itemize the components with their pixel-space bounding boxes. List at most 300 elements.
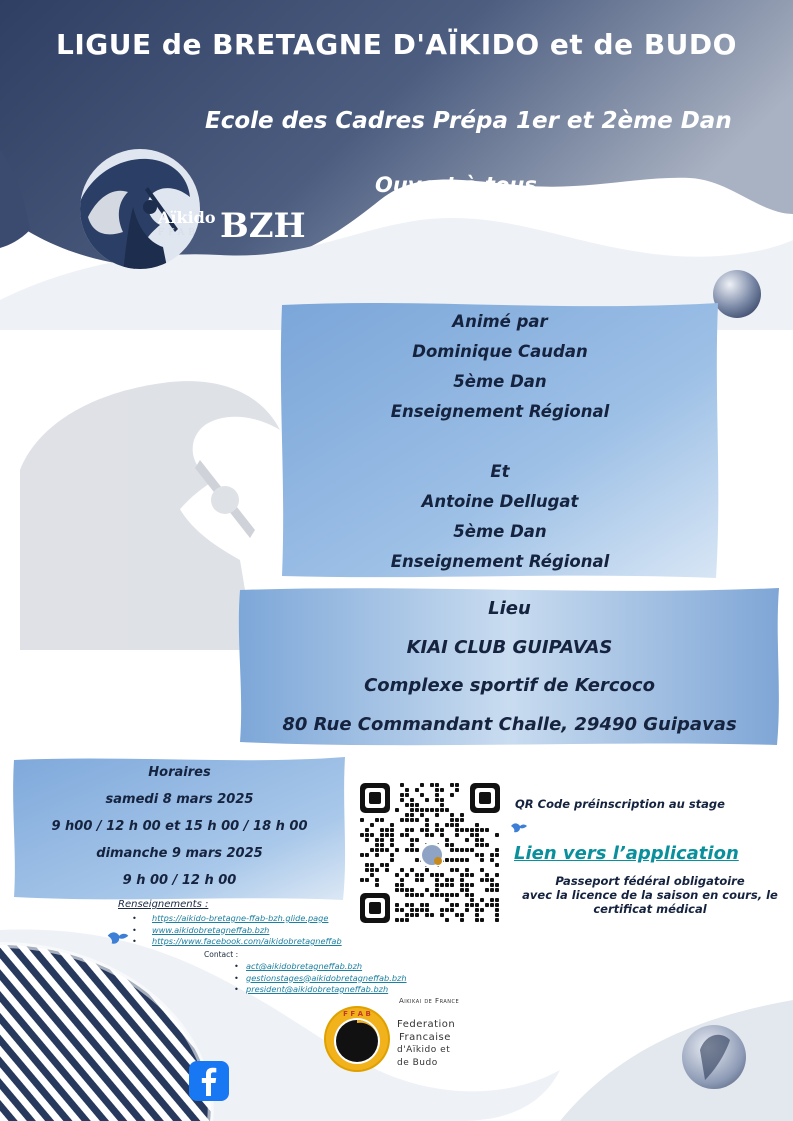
qr-module <box>420 793 424 797</box>
qr-module <box>360 853 364 857</box>
qr-module <box>405 888 409 892</box>
qr-module <box>380 833 384 837</box>
qr-module <box>400 888 404 892</box>
qr-module <box>395 903 399 907</box>
qr-module <box>385 863 389 867</box>
qr-module <box>460 878 464 882</box>
qr-module <box>400 818 404 822</box>
qr-module <box>495 863 499 867</box>
qr-module <box>385 833 389 837</box>
qr-module <box>415 908 419 912</box>
facebook-link[interactable]: https://www.facebook.com/aikidobretagneffab <box>152 936 342 946</box>
email-link[interactable]: president@aikidobretagneffab.bzh <box>246 984 389 994</box>
qr-module <box>450 843 454 847</box>
qr-module <box>430 873 434 877</box>
qr-module <box>395 848 399 852</box>
qr-module <box>425 798 429 802</box>
schedule-day1: samedi 8 mars 2025 <box>105 792 254 807</box>
qr-module <box>405 788 409 792</box>
qr-module <box>495 888 499 892</box>
qr-module <box>425 833 429 837</box>
qr-module <box>420 893 424 897</box>
qr-module <box>490 898 494 902</box>
qr-module <box>420 873 424 877</box>
qr-module <box>490 853 494 857</box>
qr-module <box>455 828 459 832</box>
qr-module <box>475 833 479 837</box>
logo-ffab-text: FFAB <box>158 228 199 238</box>
qr-module <box>440 833 444 837</box>
qr-module <box>480 853 484 857</box>
federation-line4: de Budo <box>397 1057 438 1068</box>
qr-module <box>475 908 479 912</box>
qr-module <box>420 813 424 817</box>
qr-module <box>395 883 399 887</box>
qr-module <box>385 848 389 852</box>
qr-module <box>415 838 419 842</box>
info-title: Renseignements : <box>118 899 209 910</box>
qr-module <box>445 843 449 847</box>
qr-module <box>495 903 499 907</box>
list-item <box>152 913 342 925</box>
page-title: LIGUE de BRETAGNE D'AÏKIDO et de BUDO <box>56 28 737 61</box>
qr-module <box>415 913 419 917</box>
qr-module <box>420 903 424 907</box>
federation-line3a: d'Aïkido <box>397 1045 437 1055</box>
qr-module <box>435 783 439 787</box>
qr-module <box>405 913 409 917</box>
qr-module <box>475 903 479 907</box>
qr-module <box>455 783 459 787</box>
qr-module <box>470 883 474 887</box>
qr-module <box>375 883 379 887</box>
qr-module <box>475 853 479 857</box>
schedule-day2-hours: 9 h 00 / 12 h 00 <box>122 873 237 888</box>
qr-module <box>430 893 434 897</box>
qr-module <box>435 828 439 832</box>
qr-module <box>420 828 424 832</box>
qr-module <box>415 893 419 897</box>
qr-module <box>470 833 474 837</box>
qr-module <box>370 833 374 837</box>
qr-module <box>410 838 414 842</box>
qr-module <box>380 828 384 832</box>
animators-lines <box>282 307 718 577</box>
qr-module <box>365 863 369 867</box>
qr-module <box>450 883 454 887</box>
qr-module <box>415 803 419 807</box>
qr-module <box>480 868 484 872</box>
qr-module <box>485 888 489 892</box>
qr-module <box>435 893 439 897</box>
qr-module <box>410 803 414 807</box>
qr-module <box>375 868 379 872</box>
qr-module <box>445 808 449 812</box>
website-link[interactable]: https://aikido-bretagne-ffab-bzh.glide.page <box>152 913 329 923</box>
qr-module <box>435 798 439 802</box>
qr-module <box>465 868 469 872</box>
schedule-lines <box>14 759 345 894</box>
qr-module <box>475 843 479 847</box>
qr-module <box>405 828 409 832</box>
qr-module <box>410 813 414 817</box>
qr-module <box>460 848 464 852</box>
qr-module <box>465 888 469 892</box>
federation-line2: Francaise <box>399 1031 451 1043</box>
qr-module <box>375 853 379 857</box>
schedule-day1-hours: 9 h00 / 12 h 00 et 15 h 00 / 18 h 00 <box>51 819 308 834</box>
qr-module <box>395 873 399 877</box>
qr-module <box>485 873 489 877</box>
qr-module <box>405 873 409 877</box>
qr-module <box>460 813 464 817</box>
qr-module <box>390 833 394 837</box>
qr-module <box>390 828 394 832</box>
aikikai-label: Aikikai de France <box>399 997 460 1005</box>
qr-module <box>495 848 499 852</box>
qr-module <box>395 918 399 922</box>
federation-line3b: et <box>440 1045 451 1055</box>
qr-module <box>470 873 474 877</box>
qr-module <box>450 823 454 827</box>
qr-module <box>390 858 394 862</box>
qr-module <box>450 878 454 882</box>
qr-module <box>405 893 409 897</box>
qr-module <box>435 808 439 812</box>
qr-module <box>490 878 494 882</box>
qr-module <box>455 858 459 862</box>
qr-module <box>430 913 434 917</box>
qr-module <box>410 903 414 907</box>
animators-line: Et <box>490 462 510 481</box>
list-item <box>246 973 407 985</box>
animators-line: Enseignement Régional <box>390 402 610 421</box>
qr-module <box>380 843 384 847</box>
qr-module <box>410 818 414 822</box>
qr-module <box>495 918 499 922</box>
passport-line1: Passeport fédéral obligatoire <box>555 874 745 888</box>
qr-module <box>480 858 484 862</box>
application-link[interactable]: Lien vers l’application <box>514 843 739 864</box>
animators-line: Dominique Caudan <box>412 342 588 361</box>
qr-module <box>450 908 454 912</box>
qr-module <box>485 903 489 907</box>
venue-club: KIAI CLUB GUIPAVAS <box>406 636 613 658</box>
animators-line: 5ème Dan <box>453 372 547 391</box>
qr-module <box>475 823 479 827</box>
qr-module <box>450 813 454 817</box>
qr-module <box>360 878 364 882</box>
venue-address: 80 Rue Commandant Challe, 29490 Guipavas <box>282 713 737 735</box>
qr-module <box>415 878 419 882</box>
qr-module <box>440 913 444 917</box>
qr-module <box>465 903 469 907</box>
qr-module <box>470 893 474 897</box>
qr-module <box>405 918 409 922</box>
qr-module <box>375 838 379 842</box>
qr-module <box>450 818 454 822</box>
qr-module <box>435 888 439 892</box>
qr-module <box>395 808 399 812</box>
qr-module <box>495 898 499 902</box>
qr-module <box>450 783 454 787</box>
qr-module <box>465 848 469 852</box>
facebook-icon[interactable] <box>189 1061 229 1101</box>
qr-module <box>365 828 369 832</box>
qr-module <box>410 848 414 852</box>
qr-module <box>450 848 454 852</box>
qr-module <box>410 798 414 802</box>
qr-module <box>455 893 459 897</box>
qr-module <box>445 858 449 862</box>
qr-module <box>445 908 449 912</box>
qr-module <box>470 848 474 852</box>
qr-module <box>435 878 439 882</box>
qr-module <box>420 783 424 787</box>
bird-icon <box>106 928 130 946</box>
qr-module <box>435 793 439 797</box>
qr-module <box>385 868 389 872</box>
qr-module <box>460 828 464 832</box>
qr-module <box>435 813 439 817</box>
qr-module <box>400 908 404 912</box>
qr-module <box>455 823 459 827</box>
qr-module <box>460 888 464 892</box>
qr-module <box>450 868 454 872</box>
qr-module <box>425 808 429 812</box>
website-link[interactable]: www.aikidobretagneffab.bzh <box>152 924 270 935</box>
qr-module <box>435 873 439 877</box>
qr-module <box>415 848 419 852</box>
qr-module <box>490 858 494 862</box>
qr-module <box>480 918 484 922</box>
qr-module <box>415 788 419 792</box>
qr-module <box>425 823 429 827</box>
qr-module <box>495 913 499 917</box>
passport-notice <box>510 874 790 916</box>
qr-module <box>480 828 484 832</box>
qr-module <box>425 903 429 907</box>
qr-module <box>495 873 499 877</box>
qr-module <box>405 813 409 817</box>
qr-module <box>440 893 444 897</box>
qr-module <box>445 878 449 882</box>
qr-module <box>410 913 414 917</box>
qr-module <box>410 893 414 897</box>
qr-module <box>465 908 469 912</box>
qr-module <box>445 898 449 902</box>
qr-module <box>490 888 494 892</box>
qr-module <box>480 898 484 902</box>
contact-label: Contact : <box>204 950 239 959</box>
email-link[interactable]: gestionstages@aikidobretagneffab.bzh <box>246 972 407 983</box>
qr-module <box>385 828 389 832</box>
qr-module <box>450 858 454 862</box>
animators-line <box>282 427 718 457</box>
qr-module <box>370 848 374 852</box>
qr-module <box>460 858 464 862</box>
qr-module <box>410 908 414 912</box>
qr-module <box>400 798 404 802</box>
qr-module <box>480 838 484 842</box>
qr-module <box>465 858 469 862</box>
qr-module <box>470 898 474 902</box>
qr-module <box>440 873 444 877</box>
qr-module <box>465 838 469 842</box>
qr-module <box>400 918 404 922</box>
qr-module <box>395 888 399 892</box>
qr-module <box>405 818 409 822</box>
qr-module <box>380 838 384 842</box>
qr-module <box>415 858 419 862</box>
qr-module <box>370 873 374 877</box>
qr-module <box>470 903 474 907</box>
qr-module <box>460 883 464 887</box>
qr-module <box>405 803 409 807</box>
qr-module <box>440 798 444 802</box>
qr-module <box>375 818 379 822</box>
qr-module <box>425 908 429 912</box>
qr-module <box>465 828 469 832</box>
qr-module <box>405 848 409 852</box>
qr-module <box>410 843 414 847</box>
qr-module <box>390 843 394 847</box>
qr-module <box>425 828 429 832</box>
qr-module <box>395 908 399 912</box>
qr-module <box>390 823 394 827</box>
animators-line: Enseignement Régional <box>390 552 610 571</box>
qr-module <box>425 913 429 917</box>
qr-module <box>415 808 419 812</box>
qr-module <box>495 908 499 912</box>
federation-line3 <box>397 1044 455 1057</box>
qr-module <box>430 783 434 787</box>
qr-module <box>465 893 469 897</box>
qr-module <box>440 883 444 887</box>
qr-module <box>485 878 489 882</box>
venue-heading: Lieu <box>488 598 531 619</box>
qr-module <box>365 838 369 842</box>
animators-line: Antoine Dellugat <box>421 492 579 511</box>
qr-module <box>370 863 374 867</box>
qr-module <box>420 808 424 812</box>
open-to-all: Ouvert à tous <box>375 173 537 197</box>
qr-module <box>410 808 414 812</box>
qr-module <box>475 828 479 832</box>
qr-module <box>475 913 479 917</box>
qr-module <box>405 833 409 837</box>
qr-module <box>475 838 479 842</box>
qr-module <box>445 823 449 827</box>
qr-module <box>455 818 459 822</box>
qr-module <box>370 823 374 827</box>
federation-name <box>397 1019 455 1069</box>
qr-module <box>410 868 414 872</box>
qr-module <box>410 828 414 832</box>
qr-module <box>380 848 384 852</box>
qr-module <box>435 823 439 827</box>
animators-line: 5ème Dan <box>453 522 547 541</box>
qr-module <box>455 903 459 907</box>
qr-code-label: QR Code préinscription au stage <box>515 797 725 811</box>
qr-module <box>495 883 499 887</box>
qr-module <box>460 913 464 917</box>
qr-module <box>400 833 404 837</box>
qr-module <box>375 878 379 882</box>
qr-module <box>460 873 464 877</box>
email-link[interactable]: act@aikidobretagneffab.bzh <box>246 961 363 971</box>
qr-module <box>380 818 384 822</box>
qr-module <box>490 883 494 887</box>
qr-module <box>390 853 394 857</box>
qr-module <box>430 808 434 812</box>
qr-module <box>420 908 424 912</box>
qr-module <box>435 788 439 792</box>
qr-module <box>455 788 459 792</box>
venue-lines <box>240 590 779 744</box>
qr-module <box>450 903 454 907</box>
list-item <box>246 984 407 996</box>
qr-module <box>480 878 484 882</box>
qr-module <box>405 903 409 907</box>
qr-module <box>455 913 459 917</box>
qr-module <box>480 908 484 912</box>
bird-icon <box>510 820 528 834</box>
registration-qr-code[interactable] <box>360 783 500 923</box>
qr-module <box>450 893 454 897</box>
qr-module <box>400 878 404 882</box>
qr-module <box>445 918 449 922</box>
qr-module <box>465 883 469 887</box>
qr-module <box>440 803 444 807</box>
qr-module <box>495 833 499 837</box>
federation-line1: Federation <box>397 1019 456 1030</box>
qr-module <box>455 848 459 852</box>
qr-module <box>465 873 469 877</box>
qr-module <box>490 903 494 907</box>
qr-module <box>360 818 364 822</box>
qr-module <box>440 808 444 812</box>
logo-aikido-text: Aïkido <box>158 208 216 227</box>
qr-module <box>485 828 489 832</box>
qr-module <box>400 883 404 887</box>
qr-module <box>445 883 449 887</box>
qr-module <box>485 843 489 847</box>
qr-module <box>455 868 459 872</box>
schedule-heading: Horaires <box>148 765 211 780</box>
qr-module <box>415 873 419 877</box>
qr-module <box>475 918 479 922</box>
qr-module <box>410 888 414 892</box>
contact-emails-list <box>246 961 407 996</box>
qr-module <box>455 833 459 837</box>
ffab-seal-icon <box>323 1005 391 1073</box>
page-subtitle: Ecole des Cadres Prépa 1er et 2ème Dan <box>205 108 732 134</box>
qr-module <box>365 853 369 857</box>
qr-module <box>370 868 374 872</box>
svg-text:F F A B: F F A B <box>343 1010 371 1018</box>
qr-module <box>365 833 369 837</box>
qr-module <box>360 833 364 837</box>
qr-module <box>470 828 474 832</box>
qr-module <box>405 793 409 797</box>
logo-bzh-text: BZH <box>220 206 306 246</box>
qr-module <box>495 853 499 857</box>
qr-module <box>430 833 434 837</box>
qr-module <box>450 793 454 797</box>
qr-module <box>440 828 444 832</box>
qr-module <box>400 783 404 787</box>
